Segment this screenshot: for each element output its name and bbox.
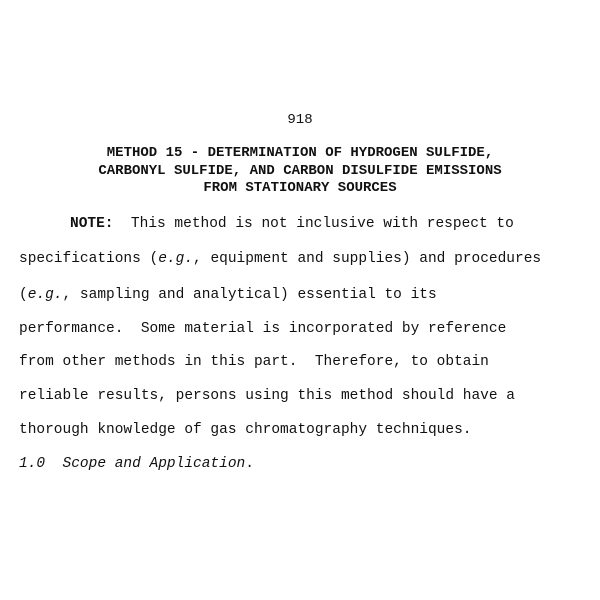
section-heading-text: 1.0 Scope and Application [19,456,246,472]
note-line-2-b: , equipment and supplies) and procedures [193,251,542,267]
section-heading-period: . [245,456,254,472]
note-line-3 [19,287,437,303]
note-line-3-a: ( [19,287,28,303]
note-line-6: reliable results, persons using this method should have a [19,388,515,404]
note-line-1 [70,216,514,232]
note-line-3-b: , sampling and analytical) essential to its [62,287,437,303]
title-line-3: FROM STATIONARY SOURCES [203,180,397,196]
note-line-2-eg: e.g. [158,251,194,267]
note-line-7: thorough knowledge of gas chromatography techniques. [19,422,472,438]
title-line-2: CARBONYL SULFIDE, AND CARBON DISULFIDE EMISSIONS [98,162,502,179]
note-line-2-a: specifications ( [19,251,159,267]
note-label: NOTE: [70,216,114,232]
page-number: 918 [287,112,313,128]
title-line-1: METHOD 15 - DETERMINATION OF HYDROGEN SULFIDE, [106,145,494,161]
note-line-2 [19,251,541,267]
method-title [0,145,600,198]
note-line-1-text: This method is not inclusive with respect to [113,216,514,232]
note-line-4: performance. Some material is incorporated by reference [19,321,507,337]
note-line-3-eg: e.g. [27,287,63,303]
note-line-5: from other methods in this part. Therefore, to obtain [19,354,489,370]
section-heading [19,456,254,472]
